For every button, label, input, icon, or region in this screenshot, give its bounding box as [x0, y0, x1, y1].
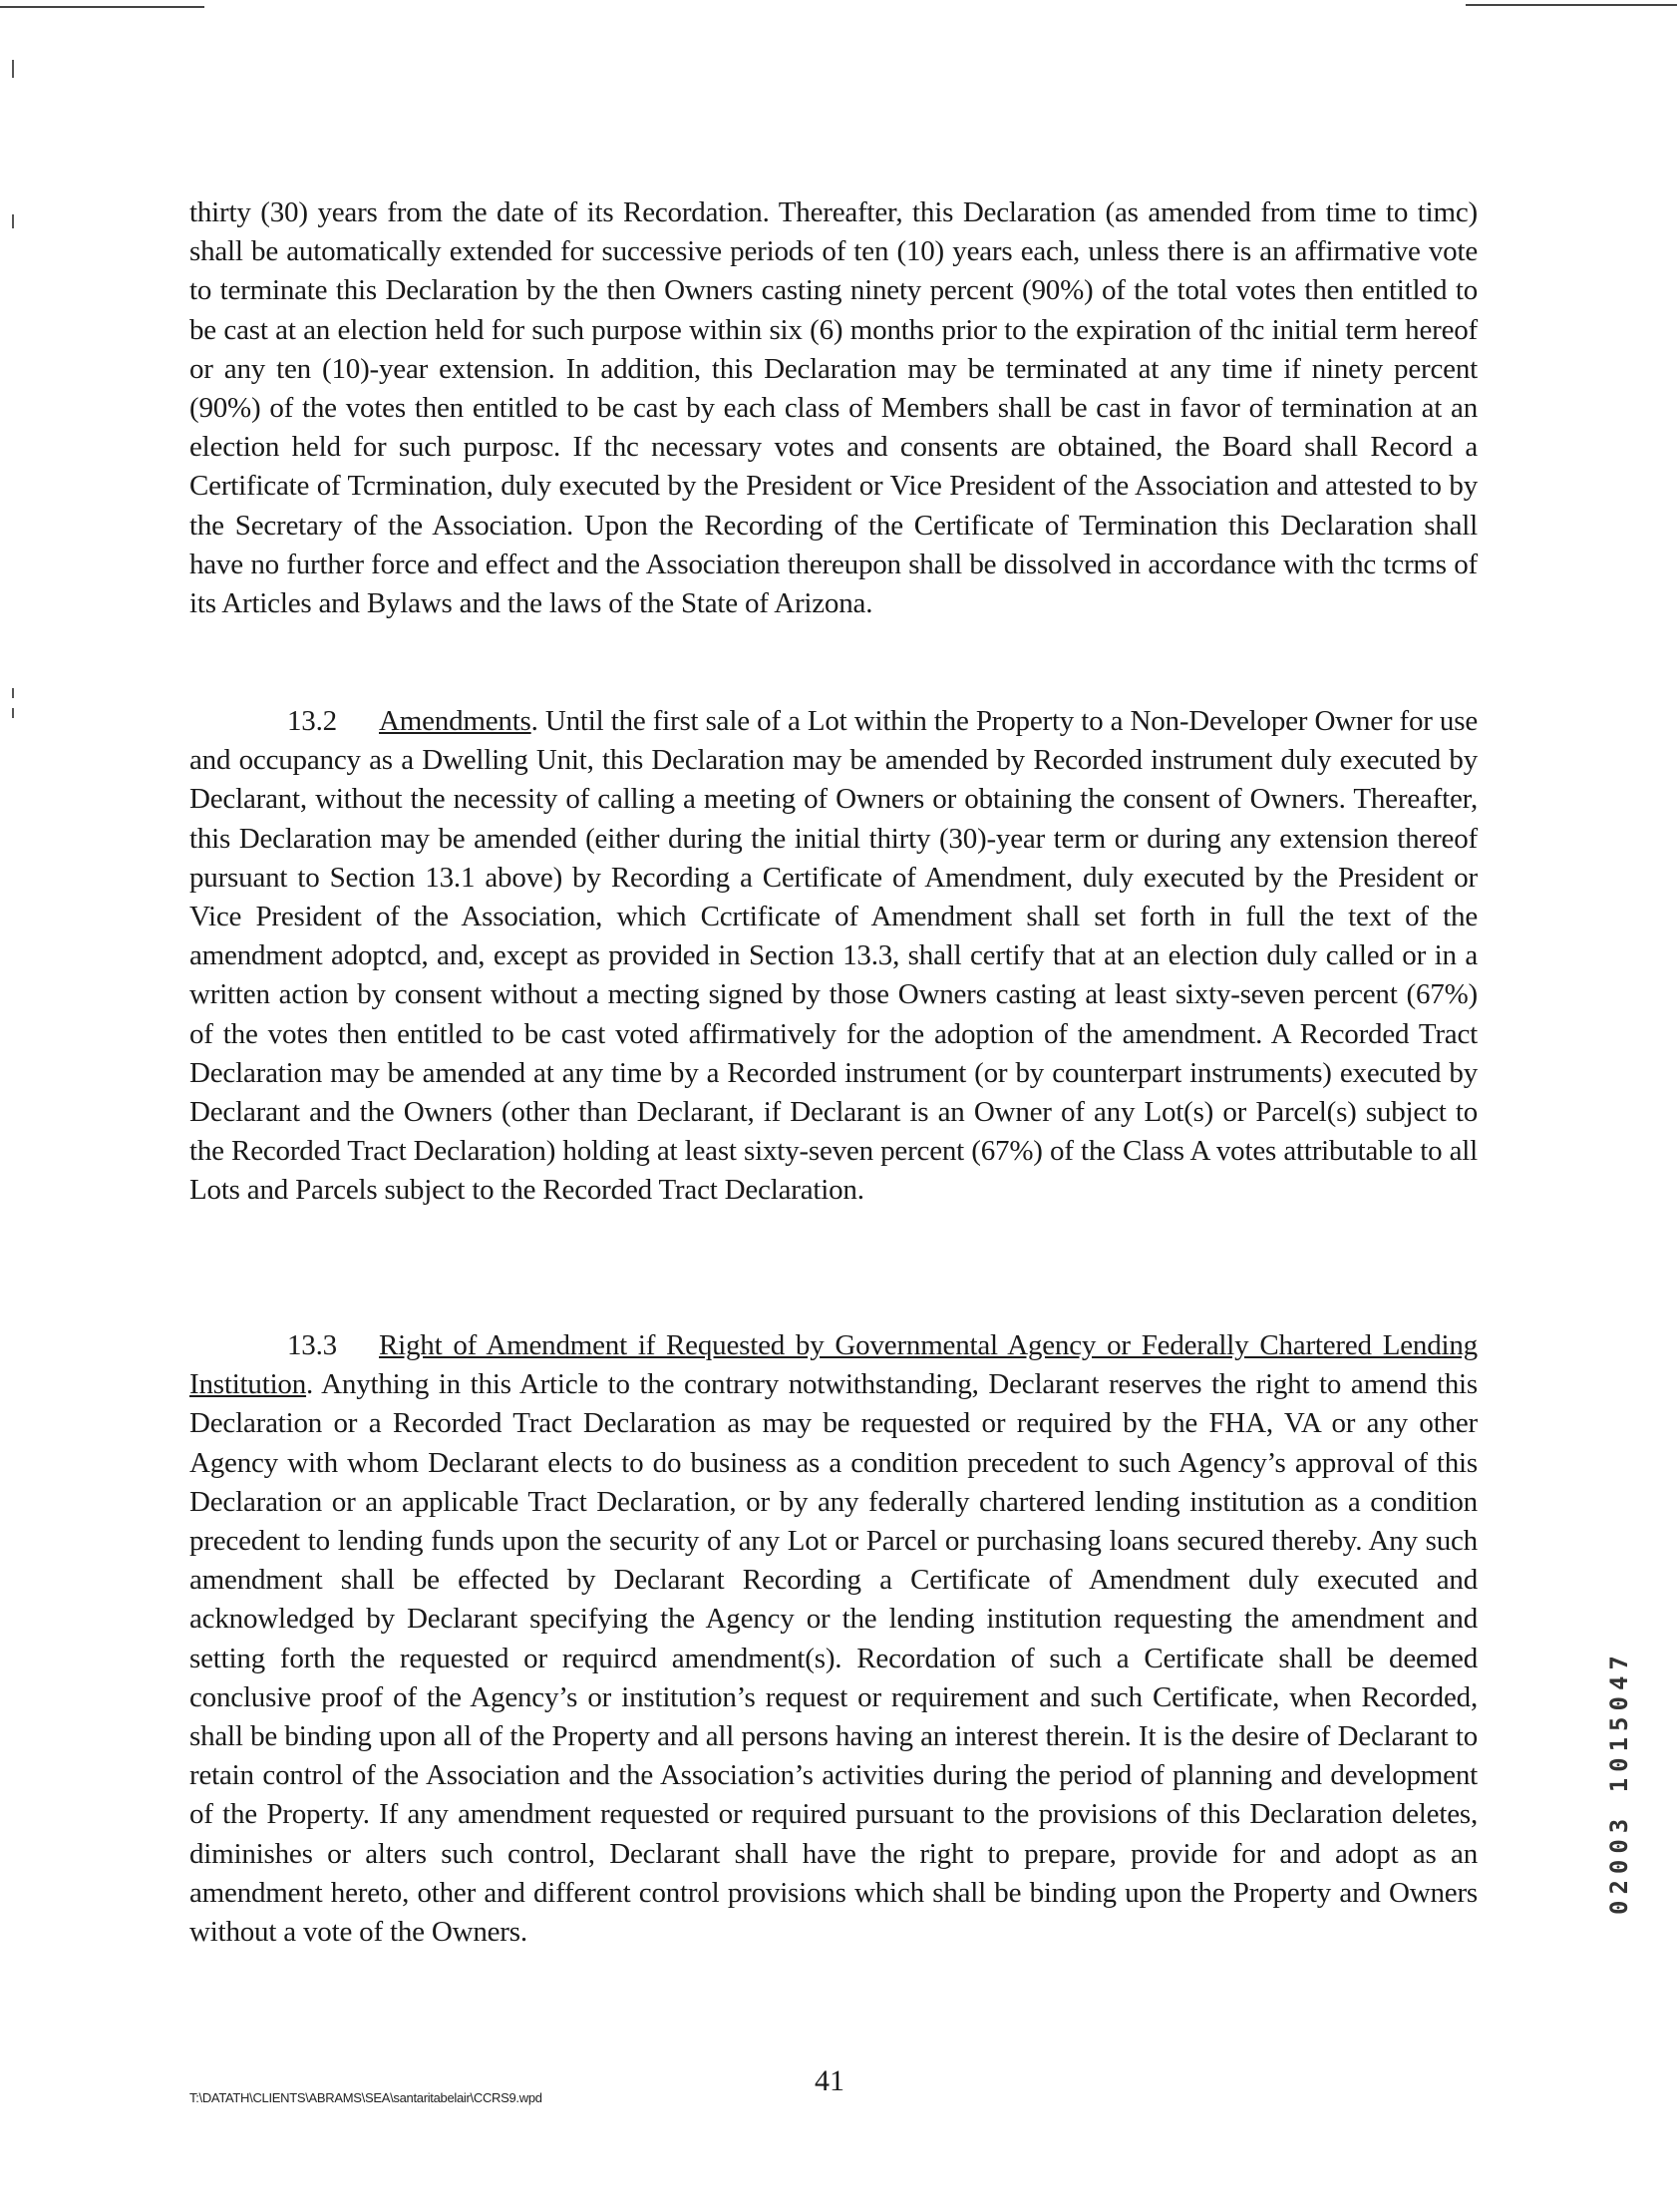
- stamp-text: 02003 1015047: [1605, 1650, 1633, 1915]
- section-number: 13.3: [287, 1329, 337, 1361]
- top-rule-right: [1466, 4, 1677, 6]
- margin-mark: [12, 708, 14, 718]
- footer-file-path: T:\DATATH\CLIENTS\ABRAMS\SEA\santaritabelair\CCRS9.wpd: [189, 2090, 542, 2105]
- margin-mark: [12, 60, 14, 78]
- section-13-2: [189, 702, 1478, 1211]
- section-body: . Until the first sale of a Lot within the Property to a Non-Developer Owner for use and occupancy as a Dwelling Unit, this Declaration may be amended by Recorded instrument duly executed by Declarant, without the necessity of calling a meeting of Owners or obtaining the consent of Owners. Thereafter, this Declaration may be amended (either during the initial thirty (30)-year term or during any extension thereof pursuant to Section 13.1 above) by Recording a Certificate of Amendment, duly executed by the President or Vice President of the Association, which Ccrtificate of Amendment shall set forth in full the text of the amendment adoptcd, and, except as provided in Section 13.3, shall certify that at an election duly called or in a written action by consent without a mecting signed by those Owners casting at least sixty-seven percent (67%) of the votes then entitled to be cast voted affirmatively for the adoption of the amendment. A Recorded Tract Declaration may be amended at any time by a Recorded instrument (or by counterpart instruments) executed by Declarant and the Owners (other than Declarant, if Declarant is an Owner of any Lot(s) or Parcel(s) subject to the Recorded Tract Declaration) holding at least sixty-seven percent (67%) of the Class A votes attributable to all Lots and Parcels subject to the Recorded Tract Declaration.: [189, 705, 1478, 1207]
- section-number: 13.2: [287, 705, 337, 737]
- section-heading: Amendments: [379, 705, 531, 737]
- section-13-3: [189, 1326, 1478, 1952]
- top-rule-left: [0, 6, 204, 8]
- margin-mark: [12, 214, 14, 228]
- section-heading: Right of Amendment if Requested by Governmental Agency or Federally Chartered Lending Institution: [189, 1329, 1478, 1401]
- recording-stamp: [1605, 1586, 1633, 1915]
- page-number: 41: [815, 2064, 844, 2097]
- margin-mark: [12, 688, 14, 698]
- paragraph-continuation: thirty (30) years from the date of its Recordation. Thereafter, this Declaration (as amended from time to timc) shall be automatically extended for successive periods of ten (10) years each, unless there is an affirmative vote to terminate this Declaration by the then Owners casting ninety percent (90%) of the total votes then entitled to be cast at an election held for such purpose within six (6) months prior to the expiration of thc initial term hereof or any ten (10)-year extension. In addition, this Declaration may be terminated at any time if ninety percent (90%) of the votes then entitled to be cast by each class of Members shall be cast in favor of termination at an election held for such purposc. If thc necessary votes and consents are obtained, the Board shall Record a Certificate of Tcrmination, duly executed by the President or Vice President of the Association and attested to by the Secretary of the Association. Upon the Recording of the Certificate of Termination this Declaration shall have no further force and effect and the Association thereupon shall be dissolved in accordance with thc tcrms of its Articles and Bylaws and the laws of the State of Arizona.: [189, 196, 1478, 620]
- section-body: . Anything in this Article to the contrary notwithstanding, Declarant reserves the right to amend this Declaration or a Recorded Tract Declaration as may be requested or required by the FHA, VA or any other Agency with whom Declarant elects to do business as a condition precedent to such Agency’s approval of this Declaration or an applicable Tract Declaration, or by any federally chartered lending institution as a condition precedent to lending funds upon the security of any Lot or Parcel or purchasing loans secured thereby. Any such amendment shall be effected by Declarant Recording a Certificate of Amendment duly executed and acknowledged by Declarant specifying the Agency or the lending institution requesting the amendment and setting forth the requested or requircd amendment(s). Recordation of such a Certificate shall be deemed conclusive proof of the Agency’s or institution’s request or requirement and such Certificate, when Recorded, shall be binding upon all of the Property and all persons having an interest therein. It is the desire of Declarant to retain control of the Association and the Association’s activities during the period of planning and development of the Property. If any amendment requested or required pursuant to the provisions of this Declaration deletes, diminishes or alters such control, Declarant shall have the right to prepare, provide for and adopt as an amendment hereto, other and different control provisions which shall be binding upon the Property and Owners without a vote of the Owners.: [189, 1368, 1478, 1949]
